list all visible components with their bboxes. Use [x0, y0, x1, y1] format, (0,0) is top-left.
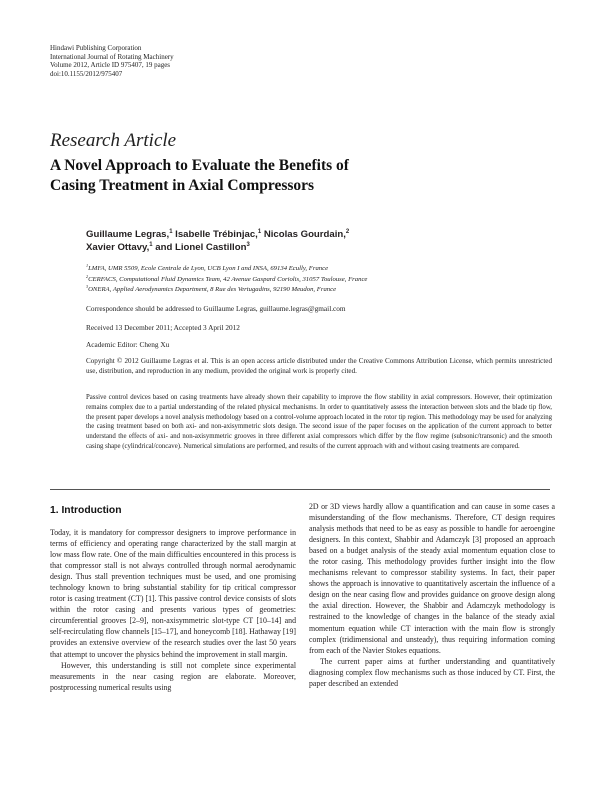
author-list — [86, 228, 349, 254]
author-name: and Lionel Castillon — [155, 242, 247, 253]
publication-info — [50, 44, 174, 78]
left-column — [50, 527, 296, 693]
body-paragraph: 2D or 3D views hardly allow a quantification and can cause in some cases a misunderstanding of the flow mechanisms. Therefore, CT design requires analysis methods that need to be as easy as possible to handle for aeroengine designers. In this context, Shabbir and Adamczyk [3] proposed an approach based on a budget analysis of the steady axial momentum equation close to the rotor casing. This methodology provides further insight into the flow mechanisms relevant to compressor stability systems. In fact, their paper shows the approach is innovative to quantitatively ascertain the influence of a design on the near casing flow and provides guidance on groove design along the axial direction. However, the Shabbir and Adamczyk methodology is restrained to the knowledge of changes in the balance of the steady axial momentum equation while CT interaction with the main flow is strongly complex (tridimensional and unsteady), thus requiring information coming from each of the Navier Stokes equations. — [309, 502, 555, 655]
author-line-2 — [86, 241, 349, 254]
body-paragraph: However, this understanding is still not complete since experimental measurements in the near casing region are elaborate. Moreover, postprocessing numerical results using — [50, 660, 296, 692]
section-heading: 1. Introduction — [50, 505, 122, 516]
author-name: Guillaume Legras, — [86, 229, 170, 240]
author-name: Isabelle Trébinjac, — [175, 229, 258, 240]
affiliations — [86, 264, 367, 296]
affiliation-item: $^1$LMFA, UMR 5509, Ecole Centrale de Lyon, UCB Lyon I and INSA, 69134 Ecully, France — [86, 262, 329, 272]
abstract: Passive control devices based on casing treatments have already shown their capability to improve the flow stability in axial compressors. However, their optimization remains complex due to a partial understanding of the related physical mechanisms. In order to quantitatively assess the interaction between slots and the blade tip flow, the present paper develops a novel analysis methodology based on a control-volume approach located in the rotor tip region. This methodology may be used for analyzing the casing treatment based on both axi- and non-axisymmetric slots design. The second issue of the paper focuses on the application of the current approach to better understand the effects of axi- and non-axisymmetric grooves in three different axial compressors which differ by the flow regime (subsonic/transonic) and the smooth casing shape (cylindrical/concave). Numerical simulations are performed, and results of the current approach with and without casing treatments are compared. — [86, 394, 552, 450]
journal-name: International Journal of Rotating Machinery — [50, 52, 174, 61]
author-name: Nicolas Gourdain, — [263, 229, 346, 240]
affiliation-item: $^3$ONERA, Applied Aerodynamics Department, 8 Rue des Vertugadins, 92190 Meudon, France — [86, 283, 337, 293]
author-line-1 — [86, 228, 349, 241]
copyright-notice: Copyright © 2012 Guillaume Legras et al. This is an open access article distributed under the Creative Commons Attribution License, which permits unrestricted use, distribution, and reproduction in any medium, provided the original work is properly cited. — [86, 357, 552, 375]
article-type: Research Article — [50, 130, 177, 151]
doi: doi:10.1155/2012/975407 — [50, 69, 123, 78]
author-affil-mark: 1 — [257, 228, 262, 235]
section-divider — [50, 489, 550, 490]
title-line-1: A Novel Approach to Evaluate the Benefits of — [50, 157, 349, 174]
received-dates: Received 13 December 2011; Accepted 3 April 2012 — [86, 323, 240, 332]
volume-info: Volume 2012, Article ID 975407, 19 pages — [50, 61, 171, 69]
academic-editor: Academic Editor: Cheng Xu — [86, 340, 170, 349]
author-affil-mark: 3 — [246, 241, 250, 248]
author-affil-mark: 1 — [149, 241, 153, 248]
body-paragraph: Today, it is mandatory for compressor designers to improve performance in terms of efficiency and operating range characterized by the stall margin at low mass flow rate. One of the main difficulties encountered in this process is that compressor stall is not always controlled through normal aerodynamic design. Thus stall prevention techniques must be used, and one promising technology known to bring substantial stability for tip critical compressor rotor is casing treatment (CT) [1]. This passive control device consists of slots within the rotor casing and presents various types of geometries: circumferential grooves [2–9], non-axisymmetric slot-type CT [10–14] and self-recirculating flow channels [15–17], and honeycomb [18]. Hathaway [19] provides an extensive overview of the research studies over the last 50 years that attempt to uncover the physics behind the improvement in stall margin. — [50, 528, 296, 659]
affiliation-item: $^2$CERFACS, Computational Fluid Dynamics Team, 42 Avenue Gaspard Coriolis, 31057 Toulouse, France — [86, 273, 368, 283]
title-line-2: Casing Treatment in Axial Compressors — [50, 177, 315, 194]
author-name: Xavier Ottavy, — [86, 242, 150, 253]
right-column — [309, 501, 555, 689]
publisher-name: Hindawi Publishing Corporation — [50, 44, 142, 52]
paper-title — [50, 156, 570, 196]
author-affil-mark: 1 — [169, 228, 173, 235]
body-paragraph: The current paper aims at further understanding and quantitatively diagnosing complex flow mechanisms such as those induced by CT. First, the paper described an extended — [309, 656, 555, 688]
author-affil-mark: 2 — [345, 228, 350, 235]
correspondence: Correspondence should be addressed to Guillaume Legras, guillaume.legras@gmail.com — [86, 304, 346, 313]
